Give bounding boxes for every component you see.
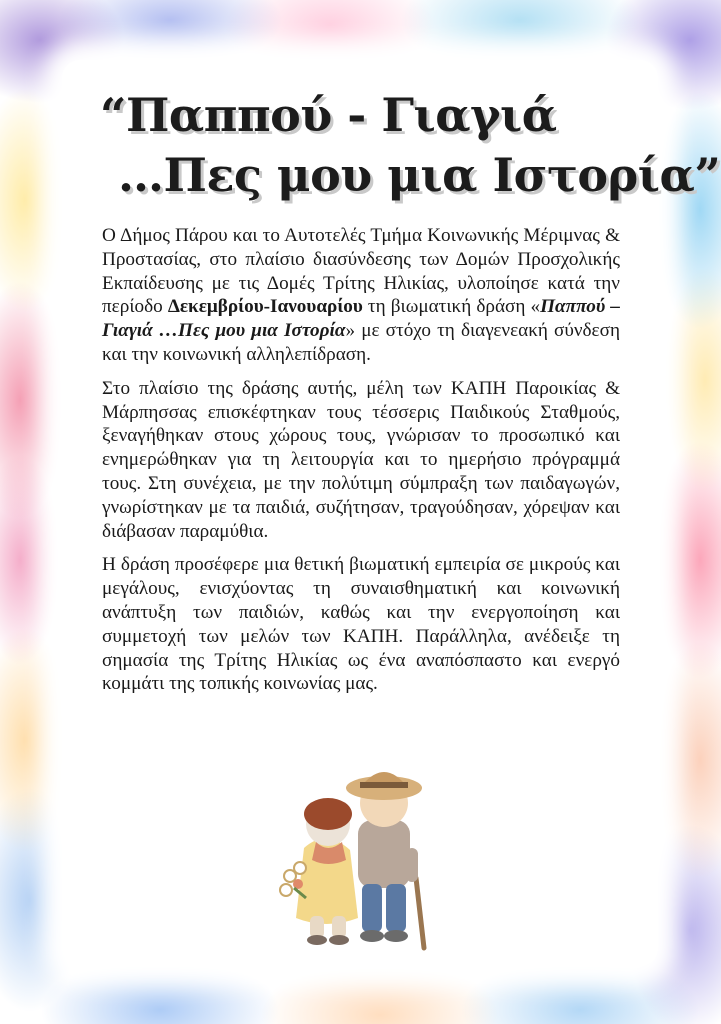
p1-text-a: Ο Δήμος Πάρου και το Αυτοτελές Τμήμα Κοινωνικής Μέριμνας & Προστασίας, στο πλαίσιο διασύνδεσης των Δομών Προσχολικής Εκπαίδευσης με τις Δομές Τρίτης Ηλικίας, υλοποίησε κατά την περίοδο bbox=[102, 225, 620, 318]
paragraph-1 bbox=[102, 224, 620, 367]
article-body bbox=[102, 224, 620, 706]
p1-bold-period: Δεκεμβρίου-Ιανουαρίου bbox=[167, 296, 363, 318]
p1-italic-title: Παππού – Γιαγιά …Πες μου μια Ιστορία bbox=[102, 296, 620, 342]
title-line-2: …Πες μου μια Ιστορία” bbox=[118, 148, 721, 202]
grandpa-figure bbox=[346, 772, 424, 948]
paragraph-2: Στο πλαίσιο της δράσης αυτής, μέλη των ΚΑΠΗ Παροικίας & Μάρπησσας επισκέφτηκαν τους τέσσερις Παιδικούς Σταθμούς, ξεναγήθηκαν στους χώρους τους, γνώρισαν το προσωπικό και ενημερώθηκαν για τη λειτουργία και το ημερήσιο πρόγραμμά τους. Στη συνέχεια, με την πολύτιμη σύμπραξη των παιδαγωγών, γνωρίστηκαν με τα παιδιά, συζήτησαν, τραγούδησαν, χόρεψαν και διάβασαν παραμύθια. bbox=[102, 377, 620, 542]
p1-text-b: τη βιωματική δράση « bbox=[362, 296, 541, 318]
paragraph-3: Η δράση προσέφερε μια θετική βιωματική εμπειρία σε μικρούς και μεγάλους, ενισχύοντας τη συναισθηματική και κοινωνική ανάπτυξη των παιδιών, καθώς και την ενεργοποίηση και συμμετοχή των μελών των ΚΑΠΗ. Παράλληλα, ανέδειξε τη σημασία της Τρίτης Ηλικίας ως ένα αναπόσπαστο και ενεργό κομμάτι της τοπικής κοινωνίας μας. bbox=[102, 554, 620, 695]
grandma-figure bbox=[280, 798, 358, 945]
p1-text-c: » με στόχο τη διαγενεακή σύνδεση και την κοινωνική αλληλεπίδραση. bbox=[102, 320, 620, 365]
grandparents-illustration bbox=[276, 758, 436, 958]
title-line-1: “Παππού - Γιαγιά bbox=[100, 88, 557, 142]
